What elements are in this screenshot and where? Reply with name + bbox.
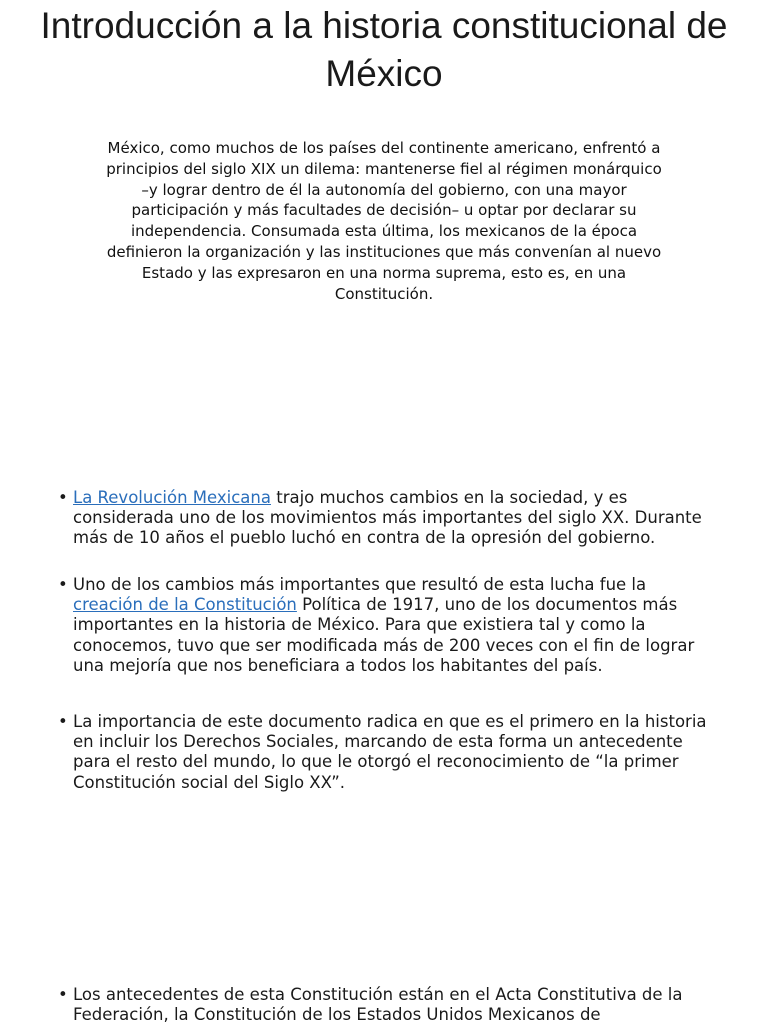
bullet-item-revolucion [58,488,718,549]
slide-revolucion [0,480,768,1024]
bullet-icon: • [58,575,68,594]
link-revolucion-mexicana[interactable]: La Revolución Mexicana [73,488,271,507]
bullet-text [58,488,718,549]
bullet-icon: • [58,712,68,731]
bullet-text-before: Uno de los cambios más importantes que resultó de esta lucha fue la [73,575,647,594]
bullet-item-antecedentes [58,985,718,1025]
bullet-text-rest: trajo muchos cambios en la sociedad, y es considerada uno de los movimientos más importantes del siglo XX. Durante más de 10 años el pueblo luchó en contra de la opresión del gobierno. [73,488,702,548]
bullet-icon: • [58,488,68,507]
intro-paragraph: México, como muchos de los países del continente americano, enfrentó a principios del siglo XIX un dilema: mantenerse fiel al régimen monárquico –y lograr dentro de él la autonomía del gobierno, con una mayor participación y más facultades de decisión– u optar por declarar su independencia. Consumada esta última, los mexicanos de la época definieron la organización y las instituciones que más convenían al nuevo Estado y las expresaron en una norma suprema, esto es, en una Constitución. [106,139,662,303]
slide-title: Introducción a la historia constitucional de México [40,5,728,94]
link-creacion-constitucion[interactable]: creación de la Constitución [73,595,297,615]
bullet-text: Los antecedentes de esta Constitución están en el Acta Constitutiva de la Federación, la Constitución de los Estados Unidos Mexicanos de [73,985,683,1025]
bullet-text [58,575,718,676]
slide-intro [0,0,768,440]
bullet-icon: • [58,985,68,1004]
bullet-item-constitucion [58,575,718,676]
bullet-text-after: Política de 1917, uno de los documentos más importantes en la historia de México. Para que existiera tal y como la conocemos, tuvo que ser modificada más de 200 veces con el fin de lograr una mejoría que nos beneficiara a todos los habitantes del país. [73,595,695,675]
bullet-item-importancia [58,712,718,793]
bullet-text: La importancia de este documento radica en que es el primero en la historia en incluir los Derechos Sociales, marcando de esta forma un antecedente para el resto del mundo, lo que le otorgó el reconocimiento de “la primer Constitución social del Siglo XX”. [73,712,707,792]
